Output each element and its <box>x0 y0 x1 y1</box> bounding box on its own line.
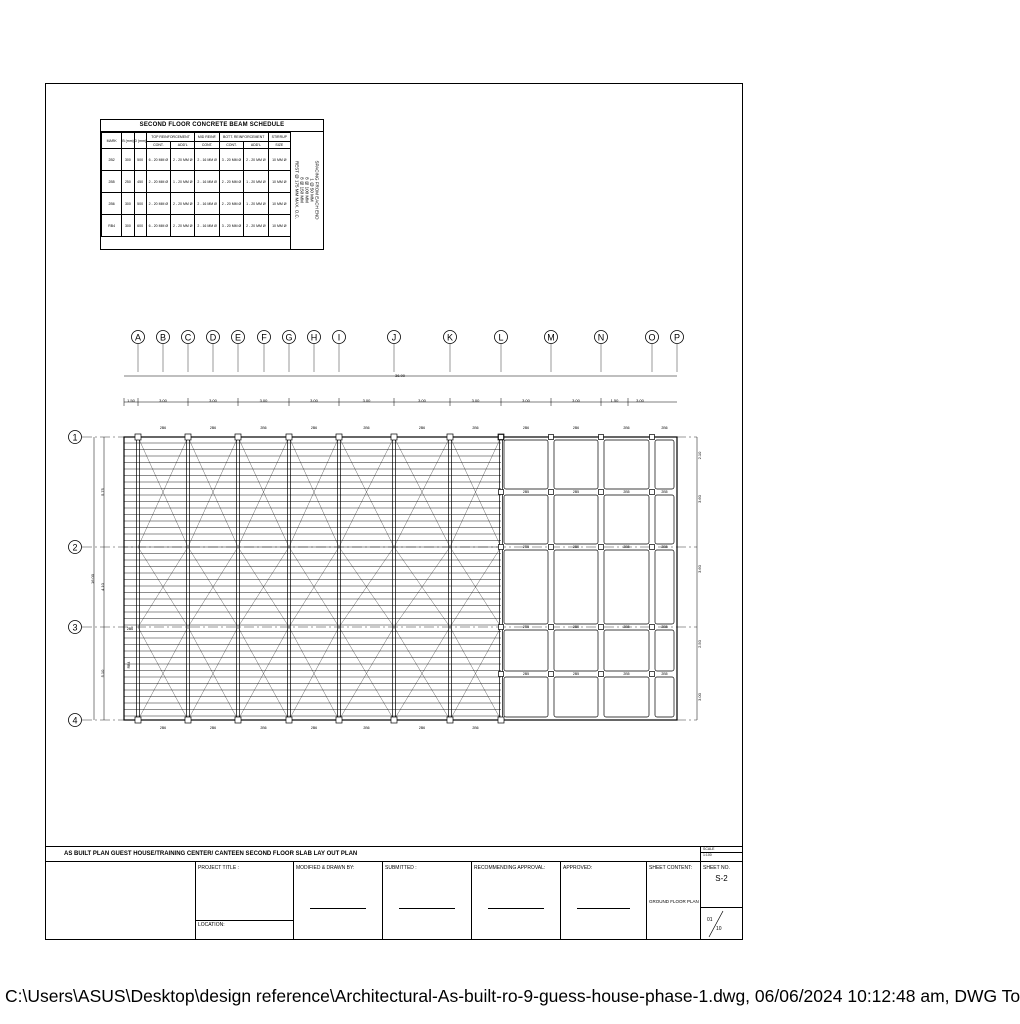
title-block <box>46 846 742 940</box>
grid-label-row-2: 2 <box>72 542 78 553</box>
schedule-cell-top-addl: 2 - 20 MM Ø <box>171 149 195 171</box>
column <box>549 435 554 440</box>
beam-label: 2B6 <box>260 726 267 730</box>
column <box>447 717 453 723</box>
schedule-cell-stirrup: 10 MM Ø <box>268 215 290 237</box>
beam-label: 2B6 <box>310 426 318 430</box>
grid-label-I: I <box>337 332 341 343</box>
column <box>499 490 504 495</box>
beam-label: 2B6 <box>209 726 217 730</box>
schedule-cell-bott-cont: 3 - 20 MM Ø <box>219 149 243 171</box>
sheet-no-cell <box>700 862 742 940</box>
schedule-cell-mark: 2B5 <box>102 171 122 193</box>
column <box>549 625 554 630</box>
beam-label: 2B6 <box>363 726 370 730</box>
column <box>499 435 504 440</box>
beam-label: 2B6 <box>522 426 530 430</box>
column <box>447 434 453 440</box>
right-dimension: 3.60 <box>697 565 702 573</box>
beam-label: 2B6 <box>209 426 217 430</box>
slab-layout-plan <box>46 84 744 764</box>
approved-cell <box>560 862 646 940</box>
bay-dimension: 3.00 <box>572 398 580 403</box>
schedule-cell-bott-cont: 2 - 20 MM Ø <box>219 193 243 215</box>
slab-panel <box>604 495 649 544</box>
slab-panel <box>504 550 548 624</box>
sheet-content-cell <box>646 862 700 940</box>
schedule-title: SECOND FLOOR CONCRETE BEAM SCHEDULE <box>101 120 323 132</box>
slab-panel <box>504 495 548 544</box>
schedule-cell-d: 500 <box>134 193 146 215</box>
grid-label-N: N <box>597 332 605 343</box>
column <box>391 434 397 440</box>
sheet-no-label: SHEET NO. <box>703 865 730 871</box>
column <box>135 434 141 440</box>
submitted-signature-line <box>399 908 455 909</box>
grid-label-F: F <box>261 332 267 343</box>
header-size: SIZE <box>268 142 290 149</box>
schedule-cell-top-cont: 2 - 20 MM Ø <box>146 193 170 215</box>
left-dimension: 4.10 <box>100 583 105 591</box>
recommending-signature-line <box>488 908 544 909</box>
right-dimension: 2.50 <box>697 640 702 648</box>
column <box>650 672 655 677</box>
column <box>599 672 604 677</box>
slab-panel <box>554 630 598 671</box>
column <box>650 490 655 495</box>
column <box>286 434 292 440</box>
schedule-cell-stirrup: 10 MM Ø <box>268 149 290 171</box>
header-cont: CONT. <box>219 142 243 149</box>
schedule-cell-d: 450 <box>134 171 146 193</box>
modified-signature-line <box>310 908 366 909</box>
beam-label: 2B5 <box>572 672 580 676</box>
approved-signature-line <box>577 908 630 909</box>
schedule-cell-b: 300 <box>122 149 134 171</box>
beam-label: 2B6 <box>363 426 370 430</box>
bay-dimension: 1.50 <box>610 398 619 403</box>
column <box>336 717 342 723</box>
grid-label-row-4: 4 <box>72 715 78 726</box>
column <box>549 545 554 550</box>
schedule-cell-mark: 2B6 <box>102 193 122 215</box>
schedule-cell-mid: 2 - 16 MM Ø <box>195 215 219 237</box>
beam-label: 2B5 <box>522 672 530 676</box>
slab-panel <box>554 440 598 489</box>
beam-label: 2B5 <box>572 490 580 494</box>
sheet-index: 01 <box>707 917 713 923</box>
bay-dimension: 3.00 <box>471 398 480 403</box>
slab-panel <box>655 677 674 717</box>
bay-dimension: 3.00 <box>636 398 644 403</box>
recommending-cell <box>471 862 560 940</box>
column <box>185 717 191 723</box>
beam-label: 2B6 <box>418 726 426 730</box>
beam-label: RB4 <box>127 661 131 669</box>
schedule-cell-mark: RB4 <box>102 215 122 237</box>
location-label: LOCATION: <box>198 922 225 928</box>
slab-panel <box>604 440 649 489</box>
scale-label: SCALE <box>701 847 742 853</box>
beam-label: 2B5 <box>623 672 630 676</box>
column <box>286 717 292 723</box>
submitted-label: SUBMITTED : <box>385 865 417 871</box>
beam-label: 2B5 <box>522 490 530 494</box>
drawing-title: AS BUILT PLAN GUEST HOUSE/TRAINING CENTER/ CANTEEN SECOND FLOOR SLAB LAY OUT PLAN <box>46 847 700 862</box>
grid-label-M: M <box>547 332 555 343</box>
approved-label: APPROVED: <box>563 865 593 871</box>
header-bott: BOTT. REINFORCEMENT <box>219 133 268 142</box>
header-addl: ADD'L <box>171 142 195 149</box>
beam-label: 2B6 <box>159 726 167 730</box>
bay-dimension: 1.50 <box>127 398 135 403</box>
beam-label: 2B5 <box>661 545 668 549</box>
schedule-cell-d: 600 <box>134 215 146 237</box>
project-title-label: PROJECT TITLE : <box>198 865 239 871</box>
grid-label-G: G <box>285 332 293 343</box>
grid-label-row-3: 3 <box>72 622 78 633</box>
bay-dimension: 3.00 <box>522 398 530 403</box>
column <box>135 717 141 723</box>
schedule-cell-bott-addl: 2 - 20 MM Ø <box>244 215 268 237</box>
slab-panel <box>655 495 674 544</box>
schedule-cell-bott-cont: 2 - 20 MM Ø <box>219 171 243 193</box>
project-title-cell <box>195 862 293 940</box>
schedule-cell-bott-addl: 1 - 20 MM Ø <box>244 193 268 215</box>
grid-label-J: J <box>391 332 397 343</box>
sheet-no-value: S-2 <box>715 874 728 883</box>
beam-label: 2B6 <box>623 426 630 430</box>
beam-label: 2B5 <box>572 625 580 629</box>
beam-label: 2B6 <box>472 726 479 730</box>
schedule-cell-b: 250 <box>122 171 134 193</box>
modified-label: MODIFIED & DRAWN BY: <box>296 865 355 871</box>
header-cont: CONT. <box>146 142 170 149</box>
beam-label: 2B5 <box>623 625 630 629</box>
grid-label-row-1: 1 <box>72 432 78 443</box>
left-dimension: 5.75 <box>100 488 105 496</box>
column <box>235 434 241 440</box>
column <box>499 545 504 550</box>
schedule-cell-b: 300 <box>122 215 134 237</box>
beam-label: 2B6 <box>260 426 267 430</box>
grid-label-A: A <box>134 332 142 343</box>
schedule-cell-mid: 2 - 16 MM Ø <box>195 171 219 193</box>
slab-panel <box>504 677 548 717</box>
schedule-cell-top-cont: 6 - 20 MM Ø <box>146 149 170 171</box>
header-d: D (mm) <box>134 133 146 149</box>
sheet-content-label: SHEET CONTENT: <box>649 865 692 871</box>
beam-label: 2B5 <box>661 625 668 629</box>
header-mark: MARK <box>102 133 122 149</box>
header-addl: ADD'L <box>244 142 268 149</box>
grid-label-B: B <box>159 332 167 343</box>
column <box>235 717 241 723</box>
sheet-content-value: GROUND FLOOR PLAN <box>649 899 699 904</box>
schedule-cell-stirrup: 10 MM Ø <box>268 171 290 193</box>
schedule-cell-mid: 2 - 16 MM Ø <box>195 149 219 171</box>
schedule-cell-d: 500 <box>134 149 146 171</box>
beam-label: 2B5 <box>661 672 668 676</box>
sheet-index-divider <box>701 907 743 940</box>
beam-label: 2B6 <box>661 426 668 430</box>
column <box>650 435 655 440</box>
bay-dimension: 3.00 <box>362 398 371 403</box>
beam-label: 2B5 <box>623 545 630 549</box>
beam-label: 2B6 <box>472 426 479 430</box>
slab-panel <box>604 630 649 671</box>
left-blank-cell <box>46 862 195 940</box>
header-b: B (mm) <box>122 133 134 149</box>
column <box>650 625 655 630</box>
grid-label-O: O <box>648 332 656 343</box>
beam-label: 2B5 <box>623 490 630 494</box>
grid-label-K: K <box>446 332 454 343</box>
slab-panel <box>554 495 598 544</box>
slab-panel <box>604 550 649 624</box>
left-dimension: 5.10 <box>100 669 105 678</box>
bay-dimension: 3.00 <box>209 398 217 403</box>
grid-label-H: H <box>310 332 318 343</box>
beam-label: 2B5 <box>572 545 580 549</box>
column <box>336 434 342 440</box>
bay-dimension: 3.00 <box>310 398 318 403</box>
right-dimension: 3.00 <box>697 693 702 701</box>
column <box>185 434 191 440</box>
grid-label-P: P <box>673 332 681 343</box>
schedule-cell-top-addl: 1 - 20 MM Ø <box>171 171 195 193</box>
modified-cell <box>293 862 382 940</box>
column <box>499 625 504 630</box>
scale-value: 1:100 <box>703 853 712 857</box>
spacing-note-text: SPACING FROM EACH END 1 @ 50 MM 8 @ 100 MM 8 @ 150 MM REST @ 175 MM MAX. O.C. <box>294 160 320 220</box>
grid-label-E: E <box>234 332 242 343</box>
slab-panel <box>655 440 674 489</box>
slab-panel <box>554 550 598 624</box>
beam-label: 2B5 <box>522 545 530 549</box>
bay-dimension: 3.00 <box>159 398 167 403</box>
column <box>391 717 397 723</box>
beam-label: 2B6 <box>572 426 580 430</box>
file-path-footer: C:\Users\ASUS\Desktop\design reference\Architectural-As-built-ro-9-guess-house-phase-1.dwg, 06/06/2024 10:12:48 am, DWG To <box>5 986 1020 1006</box>
header-cont: CONT. <box>195 142 219 149</box>
beam-label: 2B6 <box>126 627 134 631</box>
column <box>599 545 604 550</box>
schedule-cell-b: 300 <box>122 193 134 215</box>
recommending-label: RECOMMENDING APPROVAL: <box>474 865 546 871</box>
slab-panel <box>504 630 548 671</box>
schedule-cell-top-cont: 2 - 20 MM Ø <box>146 171 170 193</box>
beam-label: 2B5 <box>522 625 530 629</box>
schedule-cell-top-addl: 2 - 20 MM Ø <box>171 215 195 237</box>
slab-panel <box>655 630 674 671</box>
sheet-total: 10 <box>716 926 722 932</box>
right-dimension: 3.60 <box>697 495 702 503</box>
schedule-cell-mid: 2 - 16 MM Ø <box>195 193 219 215</box>
scale-box <box>700 847 742 862</box>
submitted-cell <box>382 862 471 940</box>
left-total-dimension: 16.00 <box>90 573 95 585</box>
schedule-cell-top-addl: 2 - 20 MM Ø <box>171 193 195 215</box>
schedule-cell-bott-cont: 3 - 20 MM Ø <box>219 215 243 237</box>
grid-label-L: L <box>498 332 504 343</box>
header-stirrup: STIRRUP <box>268 133 290 142</box>
column <box>549 490 554 495</box>
header-top: TOP REINFORCEMENT <box>146 133 195 142</box>
slab-panel <box>655 550 674 624</box>
overall-dimension: 36.90 <box>394 373 406 378</box>
slab-panel <box>554 677 598 717</box>
slab-panel <box>604 677 649 717</box>
column <box>599 490 604 495</box>
schedule-cell-top-cont: 6 - 20 MM Ø <box>146 215 170 237</box>
bay-dimension: 3.00 <box>418 398 426 403</box>
column <box>499 672 504 677</box>
right-dimension: 2.10 <box>697 451 702 460</box>
schedule-cell-bott-addl: 2 - 20 MM Ø <box>244 149 268 171</box>
column <box>498 717 504 723</box>
schedule-cell-bott-addl: 1 - 20 MM Ø <box>244 171 268 193</box>
schedule-cell-mark: 2B2 <box>102 149 122 171</box>
beam-label: 2B6 <box>159 426 167 430</box>
drawing-sheet <box>45 83 743 940</box>
grid-label-D: D <box>209 332 217 343</box>
column <box>599 435 604 440</box>
column <box>650 545 655 550</box>
schedule-cell-stirrup: 10 MM Ø <box>268 193 290 215</box>
beam-label: 2B6 <box>310 726 318 730</box>
header-mid: MID REINF. <box>195 133 219 142</box>
beam-label: 2B6 <box>418 426 426 430</box>
grid-label-C: C <box>184 332 192 343</box>
bay-dimension: 3.00 <box>259 398 268 403</box>
slab-panel <box>504 440 548 489</box>
slab-outline <box>124 437 677 720</box>
beam-label: 2B5 <box>661 490 668 494</box>
column <box>549 672 554 677</box>
column <box>599 625 604 630</box>
